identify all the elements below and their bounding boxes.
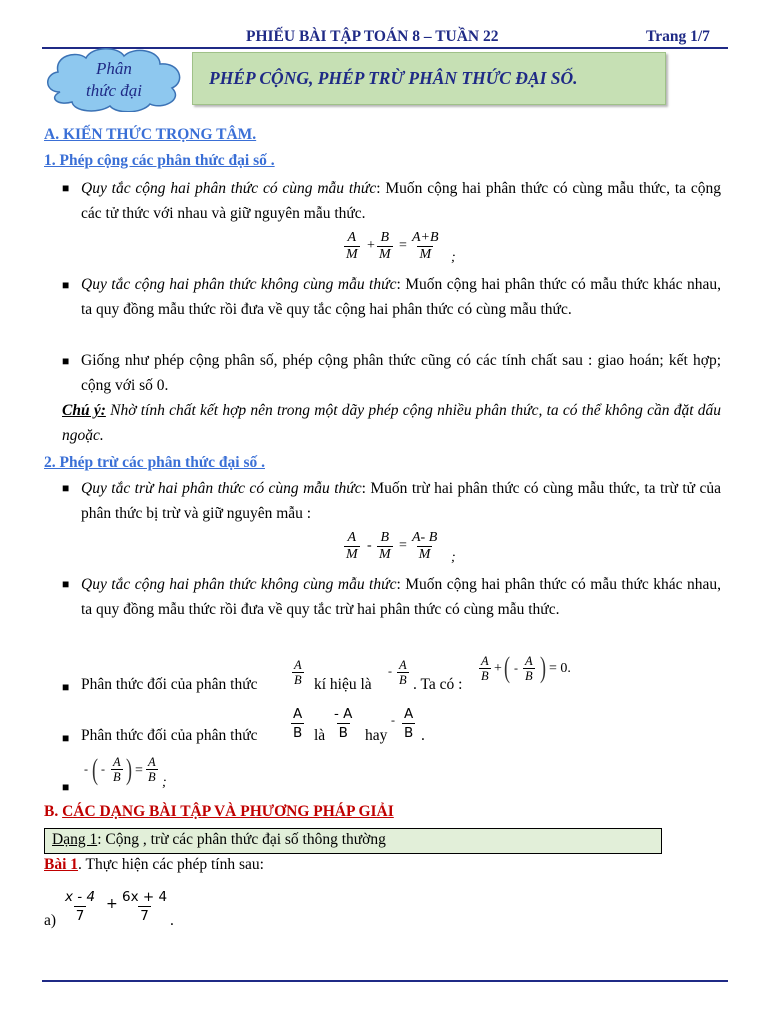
plus-sign: + bbox=[494, 661, 502, 676]
left-paren: ( bbox=[92, 753, 98, 786]
rule-3-text: : Muốn trừ hai phân thức có cùng mẫu thức, ta trừ tử của phân thức bị trừ và giữ nguyên mẫu : bbox=[81, 480, 721, 522]
opposite-2-text-a: Phân thức đối của phân thức bbox=[81, 727, 258, 744]
fraction-b-over-m: $\frac{B}{M}$ bbox=[379, 530, 391, 562]
left-paren: ( bbox=[504, 651, 510, 684]
subsection-1-title: 1. Phép cộng các phân thức đại số . bbox=[44, 152, 275, 169]
fraction-6x-plus-4-over-7: $\frac{6x + 4}{7}$ bbox=[122, 889, 168, 924]
section-b-title bbox=[44, 803, 394, 821]
cloud-line-1: Phân bbox=[96, 59, 132, 78]
part-a-label: a) bbox=[44, 912, 57, 929]
semicolon: ; bbox=[451, 250, 456, 265]
equals-sign: = bbox=[135, 763, 143, 778]
dang-text: : Cộng , trừ các phân thức đại số thông thường bbox=[97, 831, 386, 848]
fraction-a-over-m: $\frac{A}{M}$ bbox=[346, 530, 358, 562]
equals-zero: = 0. bbox=[549, 661, 571, 676]
bullet-icon: ■ bbox=[62, 354, 70, 368]
rule-1-text: : Muốn cộng hai phân thức có cùng mẫu thức, ta cộng các tử thức với nhau và giữ nguyên mẫu thức. bbox=[81, 180, 721, 222]
minus-sign: - bbox=[391, 713, 395, 727]
properties-paragraph: Giống như phép cộng phân số, phép cộng phân thức cũng có các tính chất sau : giao hoán; kết hợp; cộng với số 0. bbox=[81, 352, 721, 394]
rule-1-term: Quy tắc cộng hai phân thức có cùng mẫu thức bbox=[81, 180, 377, 197]
fraction-b-over-m: $\frac{B}{M}$ bbox=[379, 230, 391, 262]
rule-2-paragraph bbox=[81, 272, 721, 322]
note-label: Chú ý: bbox=[62, 402, 106, 419]
bullet-icon: ■ bbox=[62, 278, 70, 292]
fraction-x-minus-4-over-7: $\frac{x - 4}{7}$ bbox=[65, 889, 96, 924]
exercise-type-box bbox=[44, 828, 662, 854]
footer-rule bbox=[42, 980, 728, 982]
semicolon: ; bbox=[451, 550, 456, 565]
opposite-2-text-c: hay bbox=[365, 727, 388, 744]
minus-sign: - bbox=[388, 664, 392, 678]
minus-sign: - bbox=[84, 762, 88, 776]
fraction-a-over-b: $\frac{A}{B}$ bbox=[113, 755, 121, 784]
fraction-minus-a-over-b: $\frac{- A}{B}$ bbox=[334, 706, 353, 741]
fraction-a-over-b: $\frac{A}{B}$ bbox=[293, 706, 303, 741]
bai-label: Bài 1 bbox=[44, 856, 79, 873]
plus-sign: + bbox=[367, 238, 375, 253]
fraction-a-over-b: $\frac{A}{B}$ bbox=[148, 755, 156, 784]
rule-4-text: : Muốn cộng hai phân thức có mẫu thức khác nhau, ta quy đồng mẫu thức rồi đưa về quy tắc trừ hai phân thức có cùng mẫu thức. bbox=[81, 576, 721, 618]
opposite-1-text-a: Phân thức đối của phân thức bbox=[81, 676, 258, 693]
section-b-prefix: B. bbox=[44, 803, 63, 820]
page-number: Trang 1/7 bbox=[646, 28, 710, 45]
section-a-title: A. KIẾN THỨC TRỌNG TÂM. bbox=[44, 126, 257, 143]
bullet-icon: ■ bbox=[62, 181, 70, 195]
minus-sign: - bbox=[367, 538, 372, 553]
note-paragraph bbox=[62, 398, 721, 448]
opposite-2-text-b: là bbox=[314, 727, 326, 744]
bullet-icon: ■ bbox=[62, 680, 70, 694]
minus-sign: - bbox=[101, 762, 105, 776]
fraction-a-over-m: $\frac{A}{M}$ bbox=[346, 230, 358, 262]
equals-sign: = bbox=[399, 238, 407, 253]
dang-label: Dạng 1 bbox=[52, 831, 98, 848]
bullet-icon: ■ bbox=[62, 481, 70, 495]
plus-sign: + bbox=[106, 896, 118, 912]
rule-2-text: : Muốn cộng hai phân thức có mẫu thức khác nhau, ta quy đồng mẫu thức rồi đưa về quy tắc cộng hai phân thức có cùng mẫu thức. bbox=[81, 276, 721, 318]
fraction-a-over-b: $\frac{A}{B}$ bbox=[525, 654, 533, 683]
minus-sign: - bbox=[514, 661, 518, 675]
rule-3-paragraph bbox=[81, 476, 721, 526]
semicolon: ; bbox=[162, 775, 167, 790]
cloud-label bbox=[40, 58, 188, 102]
topic-title: PHÉP CỘNG, PHÉP TRỪ PHÂN THỨC ĐẠI SỐ. bbox=[209, 68, 578, 88]
fraction-a-over-b: $\frac{A}{B}$ bbox=[294, 658, 302, 687]
fraction-a-over-b: $\frac{A}{B}$ bbox=[399, 658, 407, 687]
bullet-icon: ■ bbox=[62, 731, 70, 745]
fraction-a-minus-b-over-m: $\frac{A- B}{M}$ bbox=[412, 530, 438, 562]
worksheet-title: PHIẾU BÀI TẬP TOÁN 8 – TUẦN 22 bbox=[246, 28, 499, 45]
rule-3-term: Quy tắc trừ hai phân thức có cùng mẫu thức bbox=[81, 480, 362, 497]
cloud-line-2: thức đại bbox=[85, 81, 142, 100]
rule-2-term: Quy tắc cộng hai phân thức không cùng mẫu thức bbox=[81, 276, 397, 293]
subsection-2-title: 2. Phép trừ các phân thức đại số . bbox=[44, 454, 265, 471]
rule-4-paragraph bbox=[81, 572, 721, 622]
section-b-title-text: CÁC DẠNG BÀI TẬP VÀ PHƯƠNG PHÁP GIẢI bbox=[62, 803, 394, 820]
part-a-end: . bbox=[170, 912, 174, 929]
right-paren: ) bbox=[540, 651, 546, 684]
fraction-a-over-b: $\frac{A}{B}$ bbox=[481, 654, 489, 683]
equals-sign: = bbox=[399, 538, 407, 553]
rule-4-term: Quy tắc cộng hai phân thức không cùng mẫu thức bbox=[81, 576, 397, 593]
exercise-1-heading bbox=[44, 856, 264, 874]
opposite-1-text-c: . Ta có : bbox=[413, 676, 463, 693]
fraction-a-over-b: $\frac{A}{B}$ bbox=[404, 706, 414, 741]
opposite-1-text-b: kí hiệu là bbox=[314, 676, 372, 693]
opposite-2-text-d: . bbox=[421, 727, 425, 744]
bullet-icon: ■ bbox=[62, 780, 70, 794]
note-text: Nhờ tính chất kết hợp nên trong một dãy phép cộng nhiều phân thức, ta có thể không cần đặt dấu ngoặc. bbox=[62, 402, 721, 444]
fraction-a-plus-b-over-m: $\frac{A+B}{M}$ bbox=[412, 230, 439, 262]
topic-banner bbox=[192, 52, 666, 105]
rule-1-paragraph bbox=[81, 176, 721, 226]
bai-text: . Thực hiện các phép tính sau: bbox=[78, 856, 264, 873]
right-paren: ) bbox=[126, 753, 132, 786]
exercise-type-label bbox=[52, 831, 386, 849]
bullet-icon: ■ bbox=[62, 577, 70, 591]
